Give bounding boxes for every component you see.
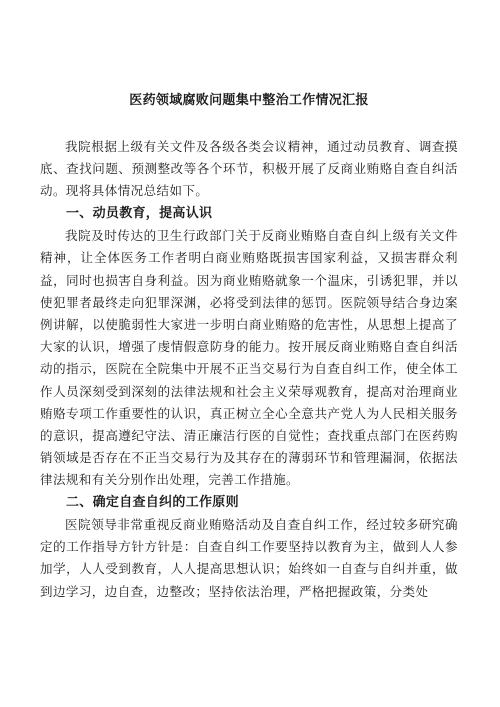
intro-paragraph: 我院根据上级有关文件及各级各类会议精神，通过动员教育、调查摸底、查找问题、预测整改等各个环节，积极开展了反商业贿赂自查自纠活动。现将具体情况总结如下。 xyxy=(40,139,458,199)
section-paragraph-2: 医院领导非常重视反商业贿赂活动及自查自纠工作，经过较多研究确定的工作指导方针方针是：自查自纠工作要坚持以教育为主，做到人人参加学，人人受到教育，人人提高思想认识；始终如一自查与自纠并重，做到边学习，边自查，边整改；坚持依法治理，严格把握政策，分类处 xyxy=(40,517,458,599)
section-heading-2: 二、确定自查自纠的工作原则 xyxy=(66,494,239,510)
document-title: 医药领域腐败问题集中整治工作情况汇报 xyxy=(129,93,369,108)
section-paragraph-1: 我院及时传达的卫生行政部门关于反商业贿赂自查自纠上级有关文件精神，让全体医务工作者明白商业贿赂既损害国家利益，又损害群众利益，同时也损害自身利益。因为商业贿赂就象一个温床，引诱犯罪，并以使犯罪者最终走向犯罪深渊，必将受到法律的惩罚。医院领导结合身边案例讲解，以使脆弱性大家进一步明白商业贿赂的危害性，从思想上提高了大家的认识，增强了虔情假意防身的能力。按开展反商业贿赂自查自纠活动的指示，医院在全院集中开展不正当交易行为自查自纠工作，使全体工作人员深刻受到深刻的法律法规和社会主义荣辱观教育，提高对治理商业贿赂专项工作重要性的认识，真正树立全心全意共产党人为人民相关服务的意识，提高遵纪守法、清正廉洁行医的自觉性；查找重点部门在医药购销领域是否存在不正当交易行为及其存在的薄弱环节和管理漏洞，依据法律法规和有关分别作出处理，完善工作措施。 xyxy=(40,228,458,488)
section-heading-1: 一、动员教育，提高认识 xyxy=(66,205,213,221)
